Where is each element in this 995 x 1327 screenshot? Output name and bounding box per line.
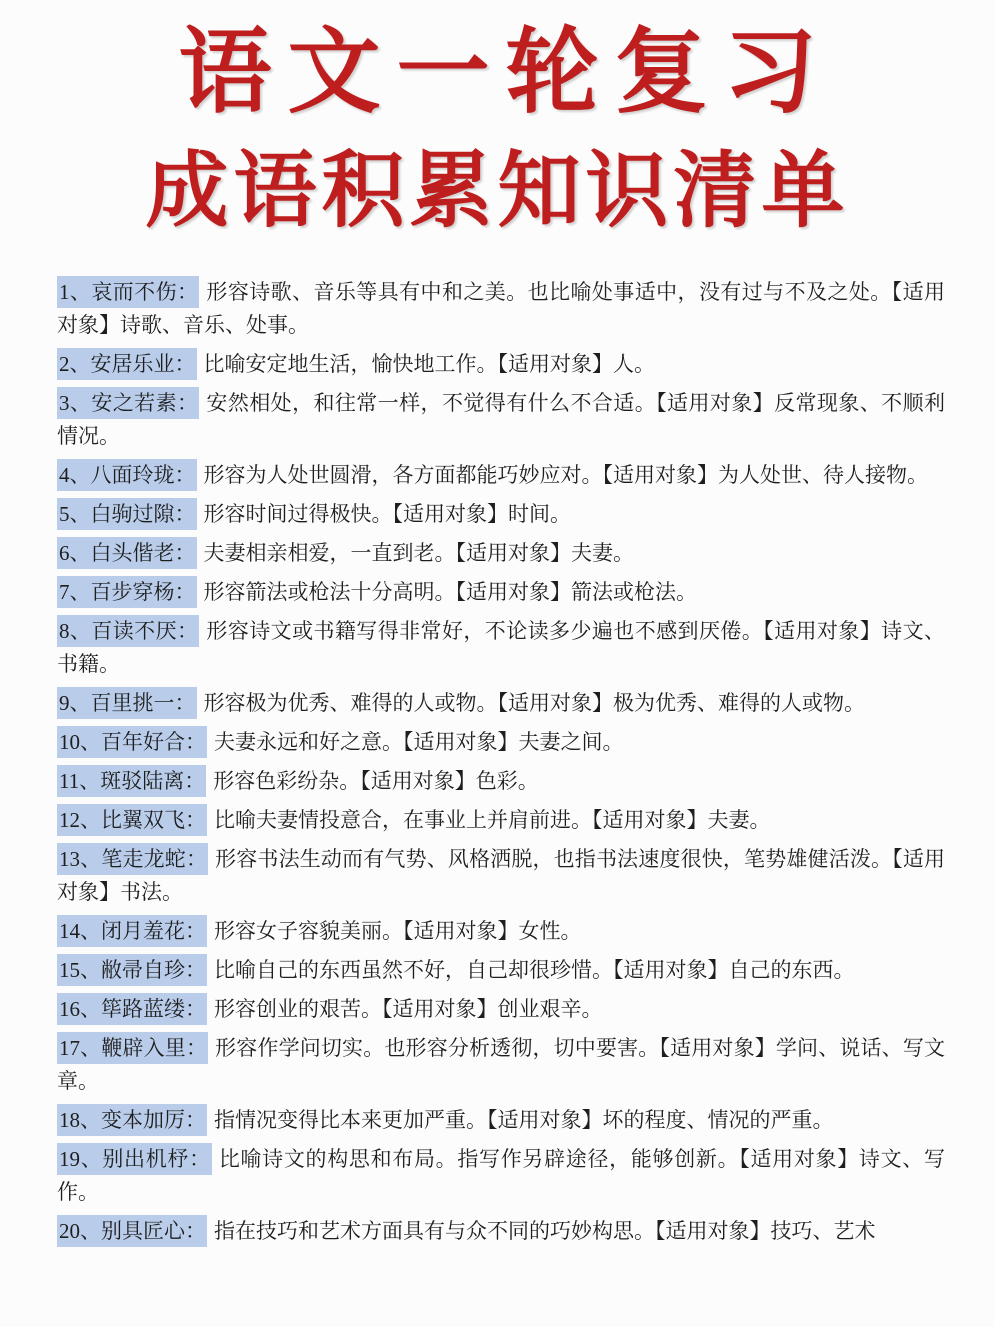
idiom-definition: 形容诗文或书籍写得非常好，不论读多少遍也不感到厌倦。【适用对象】诗文、书籍。 <box>57 619 946 677</box>
idiom-entry <box>57 726 945 759</box>
idiom-definition: 指在技巧和艺术方面具有与众不同的巧妙构思。【适用对象】技巧、艺术 <box>214 1219 876 1244</box>
idiom-definition: 比喻安定地生活，愉快地工作。【适用对象】人。 <box>203 352 655 377</box>
idiom-term: 7、百步穿杨： <box>57 576 197 608</box>
idiom-definition: 形容诗歌、音乐等具有中和之美。也比喻处事适中，没有过与不及之处。【适用对象】诗歌、音乐、处事。 <box>57 280 946 338</box>
idiom-entry <box>57 276 945 342</box>
idiom-term: 2、安居乐业： <box>57 348 197 380</box>
idiom-term: 13、笔走龙蛇： <box>57 843 208 875</box>
idiom-entry <box>57 1032 945 1098</box>
idiom-definition: 指情况变得比本来更加严重。【适用对象】坏的程度、情况的严重。 <box>214 1108 834 1133</box>
idiom-entry <box>57 954 945 987</box>
idiom-definition: 形容极为优秀、难得的人或物。【适用对象】极为优秀、难得的人或物。 <box>203 691 865 716</box>
page-title-line2: 成语积累知识清单 <box>145 144 850 237</box>
idiom-list <box>57 276 945 1248</box>
page-header <box>0 0 995 241</box>
idiom-definition: 夫妻永远和好之意。【适用对象】夫妻之间。 <box>214 730 624 755</box>
idiom-entry <box>57 915 945 948</box>
idiom-term: 1、哀而不伤： <box>57 276 199 308</box>
idiom-term: 15、敝帚自珍： <box>57 954 207 986</box>
idiom-term: 19、别出机杼： <box>57 1143 212 1175</box>
idiom-definition: 形容箭法或枪法十分高明。【适用对象】箭法或枪法。 <box>203 580 697 605</box>
idiom-term: 6、白头偕老： <box>57 537 197 569</box>
idiom-definition: 安然相处，和往常一样，不觉得有什么不合适。【适用对象】反常现象、不顺利情况。 <box>57 391 946 449</box>
idiom-term: 17、鞭辟入里： <box>57 1032 208 1064</box>
idiom-definition: 形容时间过得极快。【适用对象】时间。 <box>203 502 571 527</box>
idiom-entry <box>57 843 945 909</box>
idiom-definition: 形容为人处世圆滑，各方面都能巧妙应对。【适用对象】为人处世、待人接物。 <box>203 463 928 488</box>
idiom-definition: 夫妻相亲相爱，一直到老。【适用对象】夫妻。 <box>203 541 634 566</box>
idiom-entry <box>57 615 945 681</box>
idiom-term: 12、比翼双飞： <box>57 804 207 836</box>
idiom-entry <box>57 348 945 381</box>
page-title-line1: 语文一轮复习 <box>178 22 833 125</box>
idiom-term: 9、百里挑一： <box>57 687 197 719</box>
idiom-definition: 形容作学问切实。也形容分析透彻，切中要害。【适用对象】学问、说话、写文章。 <box>57 1036 945 1094</box>
idiom-term: 18、变本加厉： <box>57 1104 207 1136</box>
idiom-definition: 形容创业的艰苦。【适用对象】创业艰辛。 <box>214 997 603 1022</box>
idiom-definition: 形容书法生动而有气势、风格洒脱，也指书法速度很快，笔势雄健活泼。【适用对象】书法。 <box>57 847 945 905</box>
idiom-term: 10、百年好合： <box>57 726 207 758</box>
idiom-definition: 比喻自己的东西虽然不好，自己却很珍惜。【适用对象】自己的东西。 <box>214 958 855 983</box>
idiom-entry <box>57 537 945 570</box>
idiom-entry <box>57 1215 945 1248</box>
idiom-entry <box>57 804 945 837</box>
idiom-entry <box>57 765 945 798</box>
idiom-term: 4、八面玲珑： <box>57 459 197 491</box>
idiom-entry <box>57 576 945 609</box>
idiom-term: 3、安之若素： <box>57 387 199 419</box>
idiom-term: 16、筚路蓝缕： <box>57 993 207 1025</box>
idiom-entry <box>57 387 945 453</box>
idiom-entry <box>57 993 945 1026</box>
idiom-term: 20、别具匠心： <box>57 1215 207 1247</box>
idiom-definition: 形容女子容貌美丽。【适用对象】女性。 <box>214 919 582 944</box>
idiom-definition: 比喻诗文的构思和布局。指写作另辟途径，能够创新。【适用对象】诗文、写作。 <box>57 1147 945 1205</box>
idiom-entry <box>57 498 945 531</box>
idiom-term: 5、白驹过隙： <box>57 498 197 530</box>
idiom-definition: 比喻夫妻情投意合，在事业上并肩前进。【适用对象】夫妻。 <box>214 808 771 833</box>
idiom-entry <box>57 1104 945 1137</box>
idiom-entry <box>57 687 945 720</box>
idiom-entry <box>57 1143 945 1209</box>
idiom-term: 14、闭月羞花： <box>57 915 207 947</box>
idiom-term: 8、百读不厌： <box>57 615 199 647</box>
idiom-definition: 形容色彩纷杂。【适用对象】色彩。 <box>213 769 539 794</box>
idiom-entry <box>57 459 945 492</box>
idiom-term: 11、斑驳陆离： <box>57 765 206 797</box>
